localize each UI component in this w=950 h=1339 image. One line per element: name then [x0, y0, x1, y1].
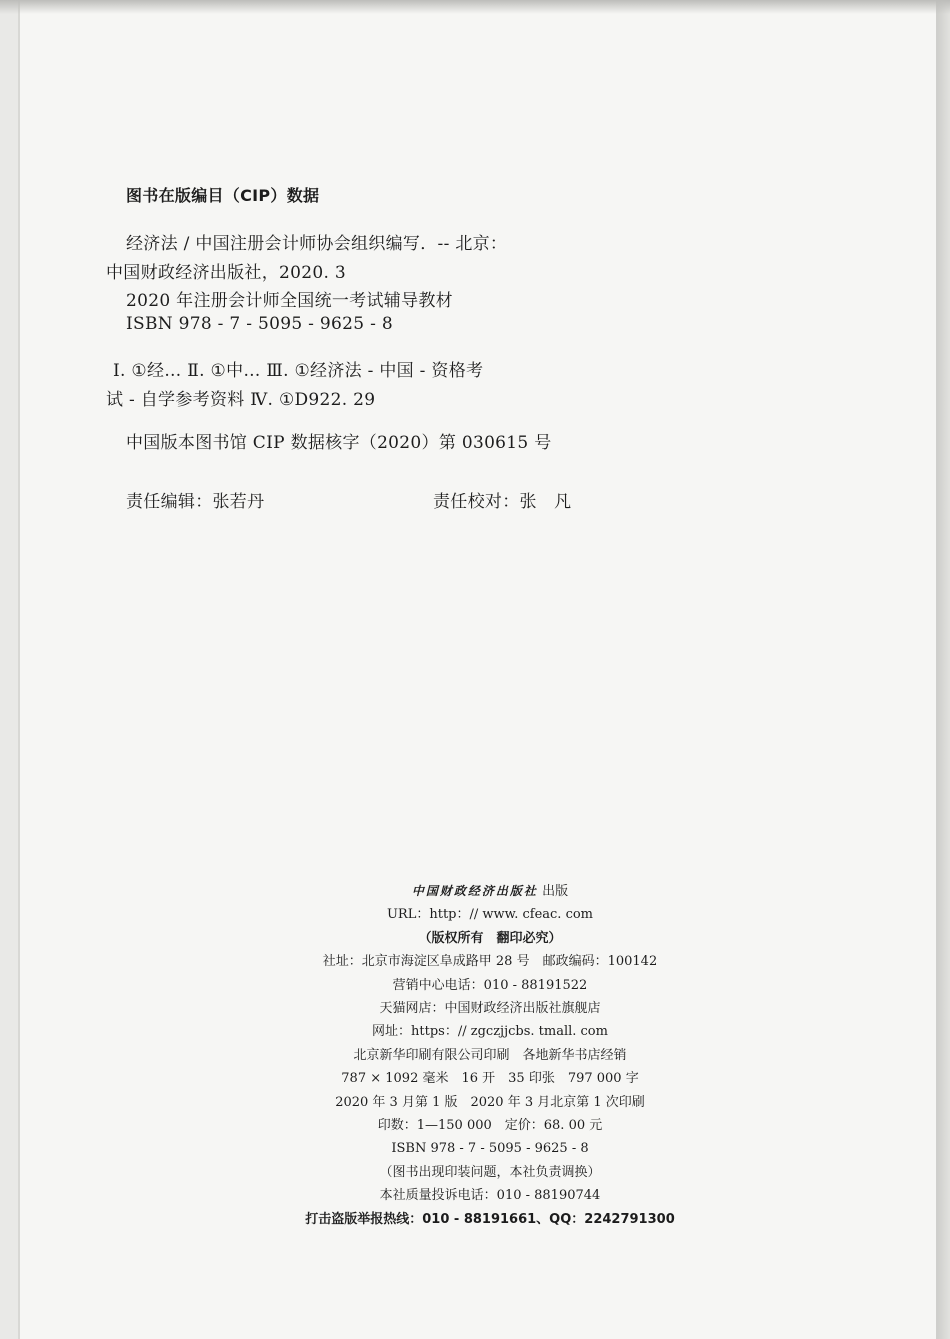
edition-line: 2020 年 3 月第 1 版 2020 年 3 月北京第 1 次印刷	[335, 1094, 645, 1110]
complaint-phone: 本社质量投诉电话：010 - 88190744	[379, 1188, 601, 1204]
page-edge	[938, 0, 950, 1339]
url-line: URL：http：// www. cfeac. com	[386, 907, 594, 923]
publisher-suffix: 出版	[542, 884, 569, 899]
colophon-isbn: ISBN 978 - 7 - 5095 - 9625 - 8	[391, 1141, 589, 1157]
cip-heading: 图书在版编目（CIP）数据	[126, 186, 320, 205]
print-run-price: 印数：1—150 000 定价：68. 00 元	[377, 1118, 603, 1134]
binding-notice: （图书出现印装问题，本社负责调换）	[379, 1164, 601, 1180]
scan-shadow	[0, 0, 950, 14]
cip-isbn-line: ISBN 978 - 7 - 5095 - 9625 - 8	[126, 314, 393, 334]
cip-publisher-line: 中国财政经济出版社，2020. 3	[106, 263, 346, 283]
publisher-logo: 中国财政经济出版社	[411, 884, 538, 898]
colophon	[290, 880, 690, 1231]
format-line: 787 × 1092 毫米 16 开 35 印张 797 000 字	[341, 1071, 639, 1087]
website-line: 网址：https：// zgczjjcbs. tmall. com	[372, 1024, 608, 1040]
cip-classification-line-1: Ⅰ. ①经… Ⅱ. ①中… Ⅲ. ①经济法 - 中国 - 资格考	[113, 361, 484, 381]
copyright-line: （版权所有 翻印必究）	[418, 930, 562, 946]
printer-line: 北京新华印刷有限公司印刷 各地新华书店经销	[353, 1047, 627, 1063]
cip-series-line: 2020 年注册会计师全国统一考试辅导教材	[126, 291, 453, 311]
cip-classification-line-2: 试 - 自学参考资料 Ⅳ. ①D922. 29	[106, 390, 376, 410]
responsible-editor: 责任编辑：张若丹	[126, 492, 265, 512]
address-line: 社址：北京市海淀区阜成路甲 28 号 邮政编码：100142	[322, 954, 658, 970]
tmall-store: 天猫网店：中国财政经济出版社旗舰店	[379, 1001, 601, 1017]
publisher-line	[290, 880, 690, 903]
cip-title-line: 经济法 / 中国注册会计师协会组织编写．-- 北京：	[126, 234, 508, 254]
marketing-phone: 营销中心电话：010 - 88191522	[392, 977, 588, 993]
piracy-hotline: 打击盗版举报热线：010 - 88191661、QQ：2242791300	[305, 1211, 675, 1227]
responsible-proofreader: 责任校对：张 凡	[433, 492, 572, 512]
cip-number: 中国版本图书馆 CIP 数据核字（2020）第 030615 号	[126, 433, 552, 453]
